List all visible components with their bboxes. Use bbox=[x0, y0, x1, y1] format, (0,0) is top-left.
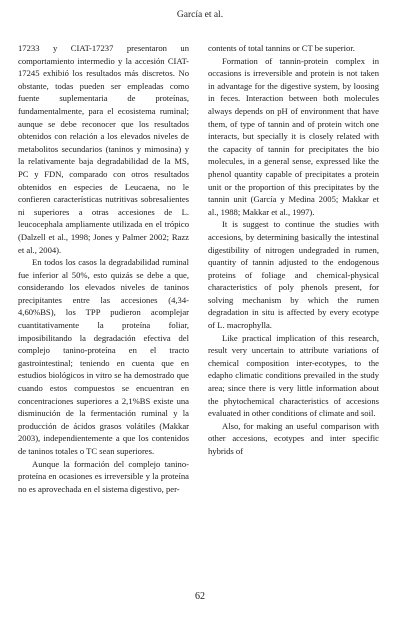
paragraph: En todos los casos la degradabilidad ruminal fue inferior al 50%, esto quizás se debe a que, considerando los elevados niveles de taninos precipitantes entre las accesiones (4,34-4,60%BS), los TPP pudieron acomplejar cuantitativamente la proteína foliar, imposibilitando la degradación efectiva del complejo tanino-proteína en el tracto gastrointestinal; teniendo en cuenta que en estudios biológicos in vitro se ha demostrado que cuando estos compuestos se encuentran en concentraciones superiores a 2,1%BS existe una disminución de la fermentación ruminal y la producción de ácidos grasos volátiles (Makkar 2003), independientemente a que los contenidos de taninos totales o TC sean superiores. bbox=[18, 257, 189, 456]
paragraph: contents of total tannins or CT be superior. bbox=[208, 43, 355, 53]
right-column bbox=[208, 42, 379, 458]
left-column bbox=[18, 42, 189, 495]
paragraph: Also, for making an useful comparison with other accesions, ecotypes and inter specific hybrids of bbox=[208, 420, 379, 456]
paragraph: Like practical implication of this research, result very uncertain to attribute variations of chemical composition inter-ecotypes, to the edapho climatic conditions prevailed in the study area; since there is very little information about the phytochemical characteristics of accesions evaluated in other conditions of climate and soil. bbox=[208, 332, 379, 419]
paragraph: It is suggest to continue the studies with accesions, by determining basically the intestinal digestibility of nitrogen undegraded in rumen, quantity of tannin adjusted to the endogenous proteins of foliage and chemical-physical characteristics of poly phenols present, for solving mechanism by which the rumen degradation in situ is affected by every ecotype of L. macrophylla. bbox=[208, 219, 379, 331]
page-number: 62 bbox=[195, 591, 205, 602]
running-head: García et al. bbox=[176, 10, 224, 20]
paragraph: 17233 y CIAT-17237 presentaron un comportamiento intermedio y la accesión CIAT-17245 exhibió los resultados más discretos. No obstante, todas pueden ser empleadas como fuente suplementaria de proteínas, fundamentalmente, para el ecosistema ruminal; aunque se debe reconocer que los resultados obtenidos con relación a los elevados niveles de metabolitos secundarios (taninos y mimosina) y la relativamente baja degradabilidad de la MS, PC y FDN, comparado con otros resultados obtenidos en especies de Leucaena, no le confieren características nutritivas sobresalientes ni superiores a otras accesiones de L. leucocephala ampliamente utilizada en el trópico (Dalzell et al., 1998; Jones y Palmer 2002; Razz et al., 2004). bbox=[18, 43, 189, 255]
paragraph: Formation of tannin-protein complex in occasions is irreversible and protein is not taken in advantage for the digestive system, by loosing in feces. Interaction between both molecules always depends on pH of environment that have them, of type of tannin and of protein witch one interacts, but specially it is closely related with the capacity of tannin for precipitates the bio molecules, in a general sense, expressed like the phenol quantity capable of precipitates a protein unit or the proportion of this precipitates by the tannin unit (García y Medina 2005; Makkar et al., 1988; Makkar et al., 1997). bbox=[208, 55, 379, 217]
paragraph: Aunque la formación del complejo tanino-proteína en ocasiones es irreversible y la proteína no es aprovechada en el sistema digestivo, per- bbox=[18, 458, 189, 494]
